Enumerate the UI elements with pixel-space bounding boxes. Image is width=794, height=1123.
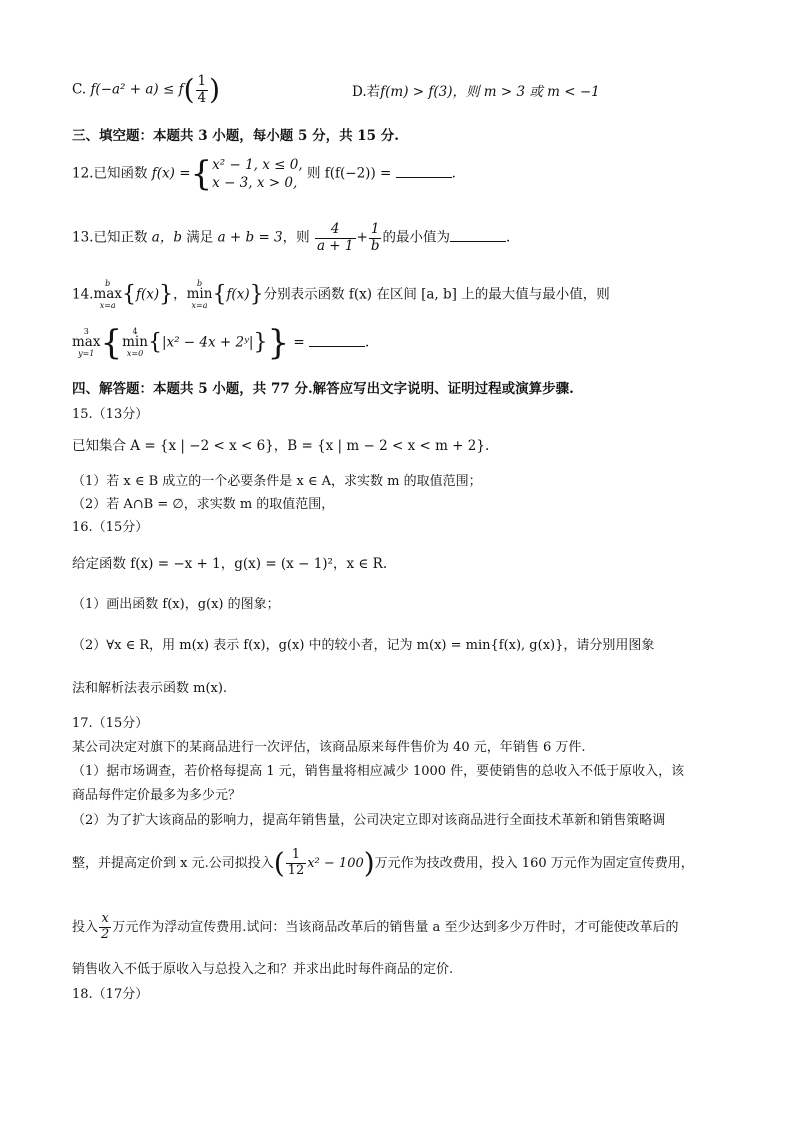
q16-stem: 给定函数 f(x) = −x + 1，g(x) = (x − 1)²，x ∈ R.	[72, 556, 388, 572]
q11-option-d	[352, 84, 600, 101]
q17-part-1a: （1）据市场调查，若价格每提高 1 元，销售量将相应减少 1000 件，要使销售的总收入不低于原收入，该	[72, 764, 685, 779]
q12: 12.已知函数 f(x) ={ x² − 1, x ≤ 0, x − 3, x > 0, 则 f(f(−2)) = .	[72, 154, 456, 195]
q13: 13.已知正数 a，b 满足 a + b = 3，则 $\frac{4}{a + 1}$ + $\frac{1}{b}$ 的最小值为 .	[72, 221, 511, 254]
q15-part-2: （2）若 A∩B = ∅，求实数 m 的取值范围，	[72, 497, 335, 512]
option-d-text: f(m) > f(3)，则 m > 3 或 m < −1	[380, 84, 600, 100]
q17-part-2b: 整，并提高定价到 x 元.公司拟投入( $\frac{1}{12}$ x² − 100)万元作为技改费用，投入 160 万元作为固定宣传费用，	[72, 846, 694, 880]
q17-part-2d: 销售收入不低于原收入与总投入之和？并求出此时每件商品的定价.	[72, 962, 454, 977]
q13-fraction-1: $\frac{4}{a + 1}$	[316, 221, 354, 254]
q14-inner-min: 4 min x=0	[122, 327, 148, 358]
q14-answer-blank[interactable]	[309, 332, 365, 347]
q11-option-c: C. f(−a² + a) ≤ f( $\frac{1}{4}$ )	[72, 73, 221, 107]
q15-part-1: （1）若 x ∈ B 成立的一个必要条件是 x ∈ A，求实数 m 的取值范围；	[72, 474, 482, 489]
q17-stem: 某公司决定对旗下的某商品进行一次评估，该商品原来每件售价为 40 元，年销售 6 万件.	[72, 740, 586, 755]
q13-answer-blank[interactable]	[450, 227, 506, 242]
q17-part-2a: （2）为了扩大该商品的影响力，提高年销售量，公司决定立即对该商品进行全面技术革新和销售策略调	[72, 813, 666, 828]
q17-part-1b: 商品每件定价最多为多少元？	[72, 788, 242, 803]
q15-stem: 已知集合 A = {x | −2 < x < 6}，B = {x | m − 2 < x < m + 2}.	[72, 438, 490, 454]
option-c-label: C.	[72, 81, 87, 98]
q14-line-2: 3 max y=1 { 4 min x=0 {|x² − 4x + 2ʸ|}} = .	[72, 323, 370, 363]
q16-part-2a: （2）∀x ∈ R，用 m(x) 表示 f(x)，g(x) 中的较小者，记为 m(x) = min{f(x), g(x)}，请分别用图象	[72, 638, 655, 653]
q12-answer-blank[interactable]	[396, 163, 452, 178]
section-3-heading: 三、填空题：本题共 3 小题，每小题 5 分，共 15 分.	[72, 128, 399, 144]
q17-fraction-x-2: $\frac{x}{2}$	[101, 911, 110, 942]
q14-max-operator: b max x=a	[93, 279, 122, 310]
section-4-heading: 四、解答题：本题共 5 小题，共 77 分.解答应写出文字说明、证明过程或演算步骤.	[72, 381, 574, 397]
q15-header: 15.（13分）	[72, 407, 149, 422]
q17-header: 17.（15分）	[72, 716, 149, 731]
option-d-label: D.若	[352, 84, 381, 100]
q12-cases: x² − 1, x ≤ 0, x − 3, x > 0,	[212, 157, 303, 192]
q14-outer-max: 3 max y=1	[72, 327, 101, 358]
q14-line-1: 14. b max x=a {f(x)}， b min x=a {f(x)}分别表示函数 f(x) 在区间 [a, b] 上的最大值与最小值，则	[72, 279, 610, 310]
option-c-fraction: $\frac{1}{4}$	[197, 73, 207, 106]
q17-part-2c: 投入 $\frac{x}{2}$ 万元作为浮动宣传费用.试问：当该商品改革后的销售量 a 至少达到多少万件时，才可能使改革后的	[72, 911, 679, 942]
q16-header: 16.（15分）	[72, 520, 149, 535]
q17-fraction-1-12: $\frac{1}{12}$	[287, 847, 305, 878]
q16-part-1: （1）画出函数 f(x)，g(x) 的图象；	[72, 597, 280, 612]
q13-fraction-2: $\frac{1}{b}$	[370, 221, 380, 254]
q16-part-2b: 法和解析法表示函数 m(x).	[72, 681, 228, 696]
q14-min-operator: b min x=a	[186, 279, 213, 310]
q18-header: 18.（17分）	[72, 987, 149, 1002]
option-c-lhs: f(−a² + a) ≤ f	[90, 81, 184, 98]
